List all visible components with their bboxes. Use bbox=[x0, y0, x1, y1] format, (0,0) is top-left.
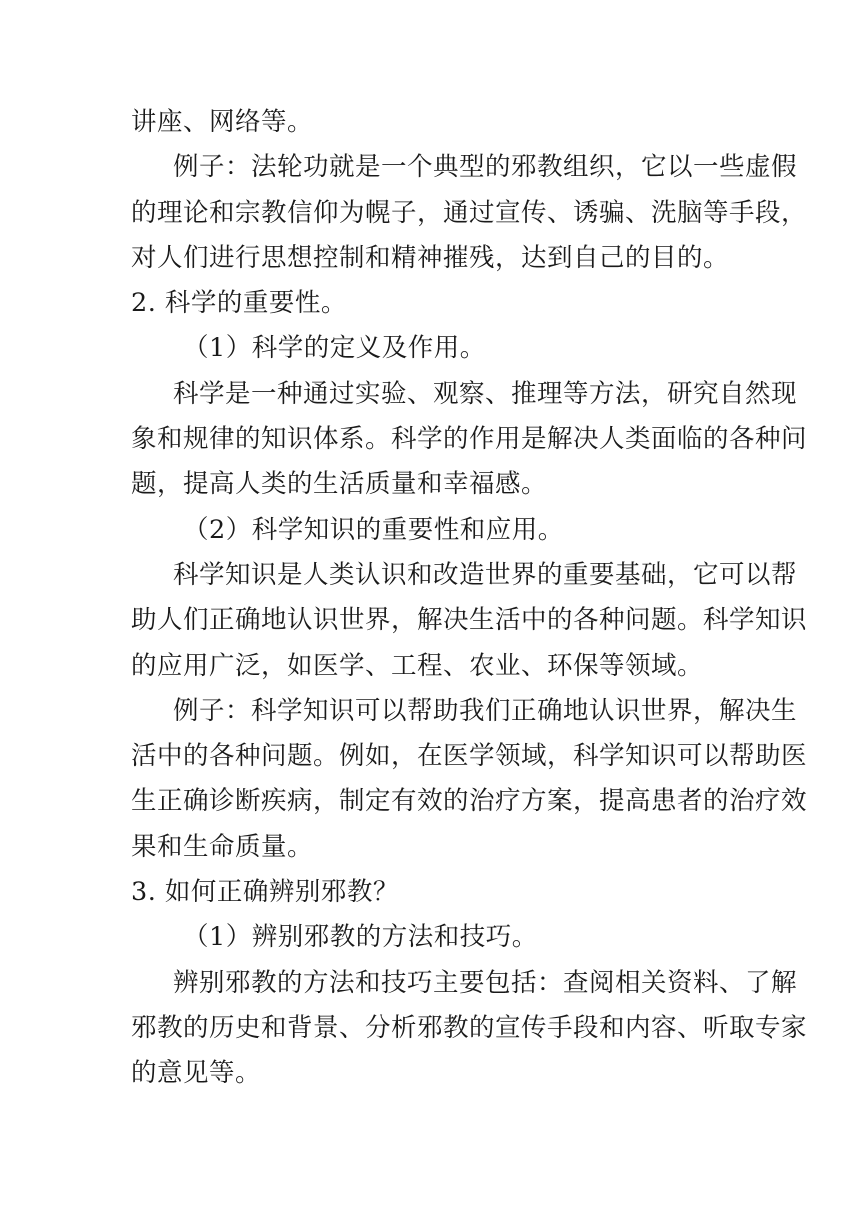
subsection-heading: （1）辨别邪教的方法和技巧。 bbox=[183, 922, 538, 953]
text-line: 的意见等。 bbox=[131, 1058, 262, 1089]
subsection-heading: （1）科学的定义及作用。 bbox=[183, 333, 486, 364]
subsection-heading: （2）科学知识的重要性和应用。 bbox=[183, 514, 564, 545]
paragraph-line: 例子：法轮功就是一个典型的邪教组织，它以一些虚假 bbox=[173, 152, 798, 183]
document-page bbox=[131, 100, 808, 1097]
text-line: 的理论和宗教信仰为幌子，通过宣传、诱骗、洗脑等手段， bbox=[131, 197, 808, 228]
text-line: 讲座、网络等。 bbox=[131, 107, 314, 137]
text-line: 生正确诊断疾病，制定有效的治疗方案，提高患者的治疗效 bbox=[131, 786, 808, 817]
paragraph-line: 科学知识是人类认识和改造世界的重要基础，它可以帮 bbox=[173, 559, 798, 590]
text-line: 果和生命质量。 bbox=[131, 831, 314, 862]
section-heading: 2. 科学的重要性。 bbox=[131, 288, 347, 319]
paragraph-line: 辨别邪教的方法和技巧主要包括：查阅相关资料、了解 bbox=[173, 967, 798, 998]
text-line: 邪教的历史和背景、分析邪教的宣传手段和内容、听取专家 bbox=[131, 1012, 808, 1043]
text-line: 助人们正确地认识世界，解决生活中的各种问题。科学知识 bbox=[131, 605, 808, 636]
text-line: 对人们进行思想控制和精神摧残，达到自己的目的。 bbox=[131, 242, 730, 273]
text-line: 象和规律的知识体系。科学的作用是解决人类面临的各种问 bbox=[131, 424, 808, 455]
text-line: 题，提高人类的生活质量和幸福感。 bbox=[131, 469, 548, 500]
text-line: 的应用广泛，如医学、工程、农业、环保等领域。 bbox=[131, 650, 704, 681]
paragraph-line: 科学是一种通过实验、观察、推理等方法，研究自然现 bbox=[173, 378, 798, 409]
section-heading: 3. 如何正确辨别邪教？ bbox=[131, 877, 399, 908]
text-line: 活中的各种问题。例如，在医学领域，科学知识可以帮助医 bbox=[131, 741, 808, 772]
paragraph-line: 例子：科学知识可以帮助我们正确地认识世界，解决生 bbox=[173, 695, 798, 726]
